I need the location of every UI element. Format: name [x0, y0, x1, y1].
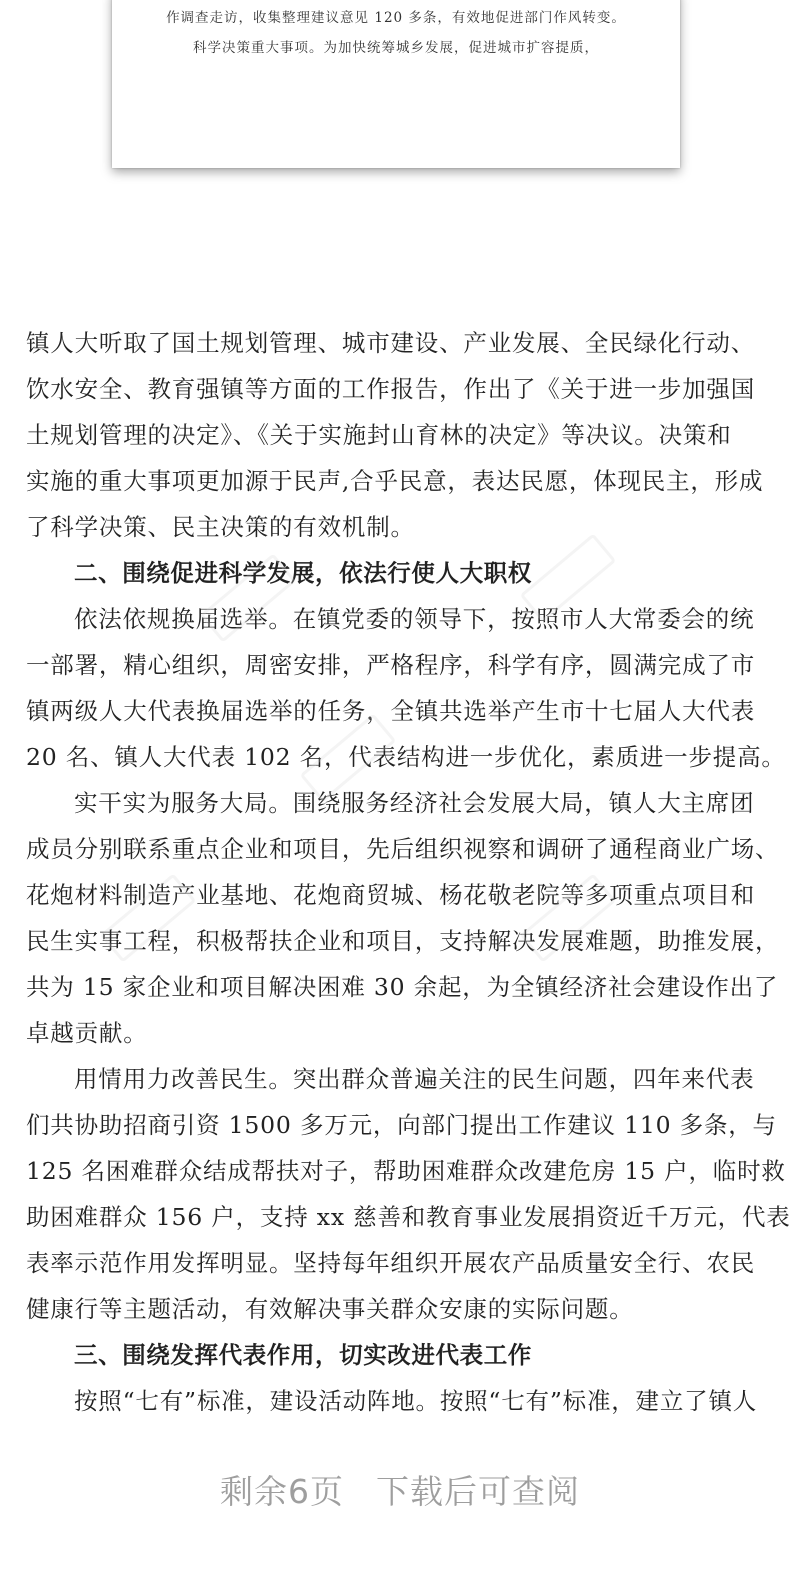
- document-preview-card: [112, 0, 680, 168]
- paragraph-line: 125 名困难群众结成帮扶对子，帮助困难群众改建危房 15 户，临时救: [26, 1157, 786, 1185]
- paragraph-line: 们共协助招商引资 1500 多万元，向部门提出工作建议 110 多条，与: [26, 1111, 777, 1139]
- paragraph-line: 表率示范作用发挥明显。坚持每年组织开展农产品质量安全行、农民: [26, 1249, 755, 1277]
- paragraph-line: 卓越贡献。: [26, 1019, 148, 1047]
- paragraph-line: 助困难群众 156 户，支持 xx 慈善和教育事业发展捐资近千万元，代表: [26, 1203, 791, 1231]
- paragraph-line: 镇人大听取了国土规划管理、城市建设、产业发展、全民绿化行动、: [26, 329, 755, 357]
- paragraph-line: 一部署，精心组织，周密安排，严格程序，科学有序，圆满完成了市: [26, 651, 755, 679]
- paragraph-line: 实施的重大事项更加源于民声,合乎民意，表达民愿，体现民主，形成: [26, 467, 764, 495]
- paragraph-line: 花炮材料制造产业基地、花炮商贸城、杨花敬老院等多项重点项目和: [26, 881, 755, 909]
- paragraph-line: 20 名、镇人大代表 102 名，代表结构进一步优化，素质进一步提高。: [26, 743, 786, 771]
- paragraph-line: 饮水安全、教育强镇等方面的工作报告，作出了《关于进一步加强国: [26, 375, 755, 403]
- remaining-pages-label[interactable]: 剩余6页: [220, 1472, 344, 1511]
- section-heading-3: 三、围绕发挥代表作用，切实改进代表工作: [74, 1341, 532, 1369]
- preview-line-2: 科学决策重大事项。为加快统筹城乡发展，促进城市扩容提质，: [193, 40, 599, 56]
- paragraph-line: 实干实为服务大局。围绕服务经济社会发展大局，镇人大主席团: [74, 789, 755, 817]
- section-heading-2: 二、围绕促进科学发展，依法行使人大职权: [74, 559, 532, 587]
- preview-line-1: 作调查走访，收集整理建议意见 120 多条，有效地促进部门作风转变。: [166, 10, 626, 26]
- paragraph-line: 镇两级人大代表换届选举的任务，全镇共选举产生市十七届人大代表: [26, 697, 755, 725]
- download-hint-label[interactable]: 下载后可查阅: [376, 1472, 580, 1511]
- paragraph-line: 土规划管理的决定》、《关于实施封山育林的决定》等决议。决策和: [26, 421, 732, 449]
- paragraph-line: 依法依规换届选举。在镇党委的领导下，按照市人大常委会的统: [74, 605, 755, 633]
- paragraph-line: 按照“七有”标准，建设活动阵地。按照“七有”标准，建立了镇人: [74, 1387, 758, 1415]
- paragraph-line: 健康行等主题活动，有效解决事关群众安康的实际问题。: [26, 1295, 634, 1323]
- paragraph-line: 用情用力改善民生。突出群众普遍关注的民生问题，四年来代表: [74, 1065, 755, 1093]
- paragraph-line: 成员分别联系重点企业和项目，先后组织视察和调研了通程商业广场、: [26, 835, 780, 863]
- paragraph-line: 民生实事工程，积极帮扶企业和项目，支持解决发展难题，助推发展，: [26, 927, 780, 955]
- paragraph-line: 了科学决策、民主决策的有效机制。: [26, 513, 415, 541]
- download-prompt[interactable]: [0, 1466, 800, 1513]
- paragraph-line: 共为 15 家企业和项目解决困难 30 余起，为全镇经济社会建设作出了: [26, 973, 779, 1001]
